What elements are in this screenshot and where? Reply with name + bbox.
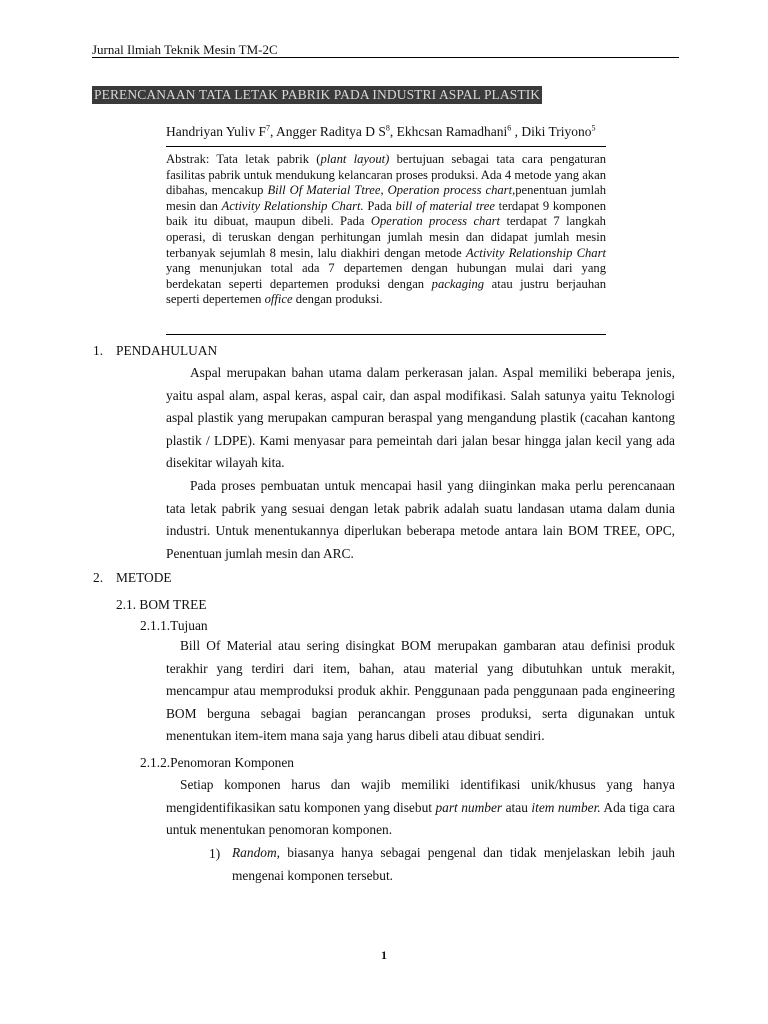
bom-purpose-paragraph: Bill Of Material atau sering disingkat BOM merupakan gambaran atau definisi produk terakhir yang terdiri dari item, bahan, atau material yang dibutuhkan untuk merakit, mencampur atau memproduksi produk akhir. Penggunaan pada penggunaan pada engineering BOM berguna sebagai bagian perancangan proses produksi, serta digunakan untuk menentukan item-item mana saja yang harus dibeli atau dibuat sendiri. [166,638,675,743]
author-list [166,124,596,140]
intro-paragraph-1: Aspal merupakan bahan utama dalam perkerasan jalan. Aspal memiliki beberapa jenis, yaitu aspal alam, aspal keras, aspal cair, dan aspal modifikasi. Salah satunya yaitu Teknologi aspal plastik yang merupakan campuran beraspal yang mengandung plastik (cacahan kantong plastik / LDPE). Kami menyasar para pemeintah dari jalan besar hingga jalan kecil yang ada disekitar wilayah kita. [166,365,675,470]
list-item-1-number: 1) [209,846,221,861]
subsection-2-1-2-heading: 2.1.2.Penomoran Komponen [140,755,294,770]
numbering-paragraph: Setiap komponen harus dan wajib memiliki identifikasi unik/khusus yang hanya mengidentifikasikan satu komponen yang disebut part number atau item number. Ada tiga cara untuk menentukan penomoran komponen. [166,777,676,837]
abstract: Abstrak: Tata letak pabrik (plant layout) bertujuan sebagai tata cara pengaturan fasilitas pabrik untuk mendukung kelancaran proses produksi. Ada 4 metode yang akan dibahas, mencakup Bill Of Material Ttree, Operation process chart,penentuan jumlah mesin dan Activity Relationship Chart. Pada bill of material tree terdapat 9 komponen baik itu dibuat, maupun dibeli. Pada Operation process chart terdapat 7 langkah operasi, di teruskan dengan perhitungan jumlah mesin dan didapat jumlah mesin terbanyak sejumlah 8 mesin, lalu diakhiri dengan metode Activity Relationship Chart yang menunjukan total ada 7 departemen dengan hubungan mulai dari yang berdekatan seperti departemen produksi dengan packaging atau justru berjauhan seperti depertemen office dengan produksi. [166,152,607,307]
author-1-affil: 7 [266,123,270,133]
author-3-affil: 6 [507,123,512,133]
author-1: Handriyan Yuliv F [166,124,266,139]
page-number: 1 [381,948,387,962]
list-item-1: Random, biasanya hanya sebagai pengenal dan tidak menjelaskan lebih jauh mengenai komponen tersebut. [232,845,675,883]
section-2-number: 2. [93,570,104,585]
intro-paragraph-2: Pada proses pembuatan untuk mencapai hasil yang diinginkan maka perlu perencanaan tata letak pabrik yang sesuai dengan letak pabrik adalah suatu landasan utama dalam dunia industri. Untuk menentukannya diperlukan beberapa metode antara lain BOM TREE, OPC, Penentuan jumlah mesin dan ARC. [166,478,675,561]
author-3: , Ekhcsan Ramadhani [389,124,508,139]
author-4-affil: 5 [591,123,596,133]
paper-title: PERENCANAAN TATA LETAK PABRIK PADA INDUSTRI ASPAL PLASTIK [94,87,541,102]
journal-header: Jurnal Ilmiah Teknik Mesin TM-2C [92,42,278,57]
section-2-heading: METODE [116,570,172,585]
abstract-rule [166,334,606,335]
section-1-heading: PENDAHULUAN [116,343,218,358]
section-1-number: 1. [93,343,104,358]
author-rule [166,146,606,147]
author-2: , Angger Raditya D S [270,124,386,139]
author-2-affil: 8 [385,123,390,133]
subsection-2-1-1-heading: 2.1.1.Tujuan [140,618,208,633]
header-rule [92,57,679,58]
subsection-2-1-heading: 2.1. BOM TREE [116,597,207,612]
author-4: , Diki Triyono [511,124,592,139]
